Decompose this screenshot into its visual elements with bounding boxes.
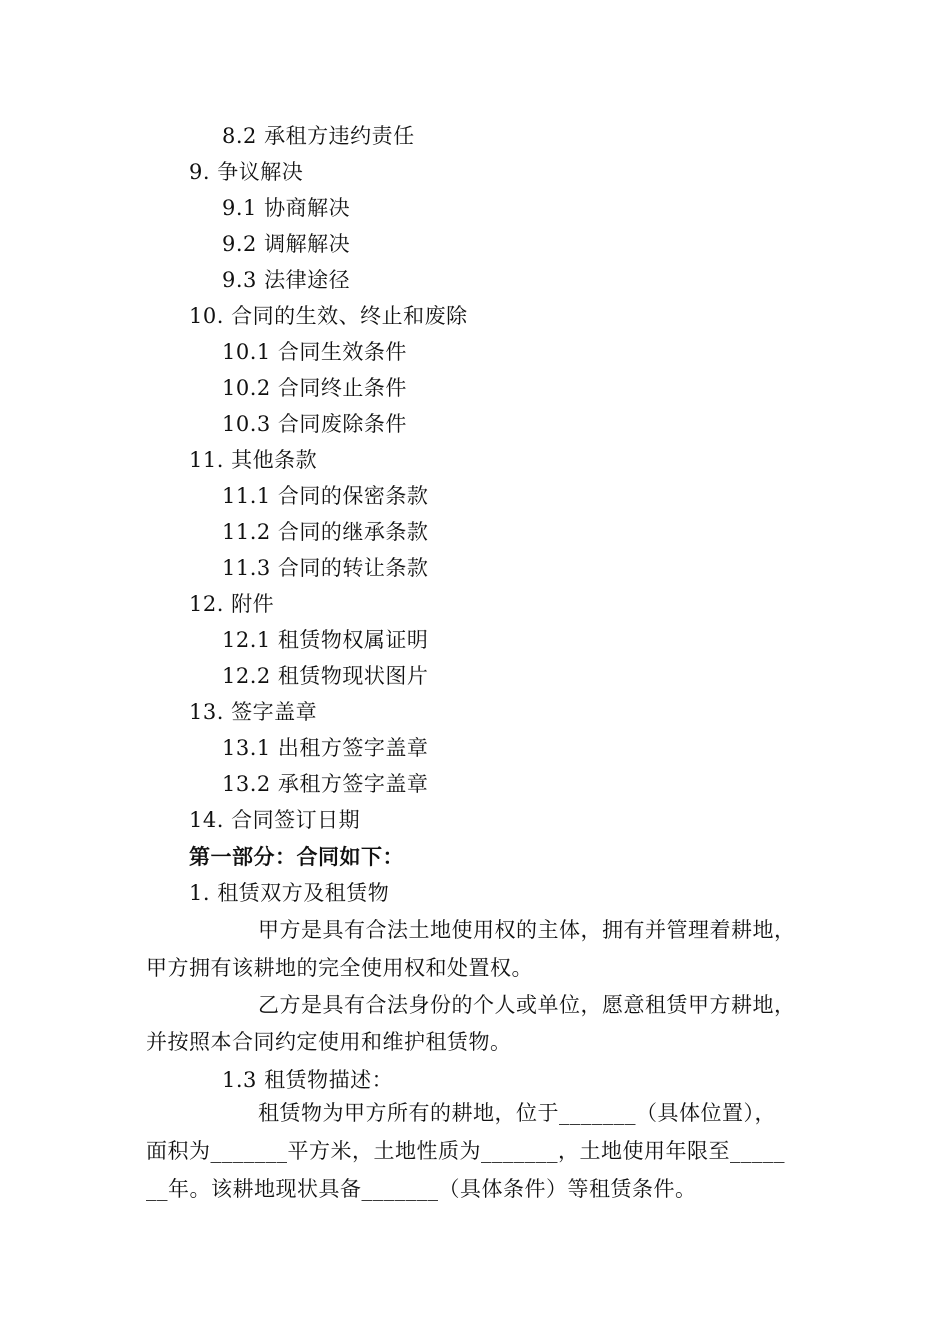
toc-item: 8.2 承租方违约责任: [222, 124, 415, 148]
toc-item: 9. 争议解决: [189, 160, 304, 184]
toc-item: 11. 其他条款: [189, 448, 318, 472]
toc-item: 12.2 租赁物现状图片: [222, 664, 429, 688]
subsection-title: 1.3 租赁物描述：: [222, 1068, 394, 1092]
toc-item: 14. 合同签订日期: [189, 808, 361, 832]
toc-item: 13.2 承租方签字盖章: [222, 772, 429, 796]
paragraph-line: __年。该耕地现状具备_______（具体条件）等租赁条件。: [146, 1177, 697, 1201]
toc-item: 10.2 合同终止条件: [222, 376, 407, 400]
toc-item: 13.1 出租方签字盖章: [222, 736, 429, 760]
toc-item: 10. 合同的生效、终止和废除: [189, 304, 468, 328]
paragraph-line: 并按照本合同约定使用和维护租赁物。: [146, 1030, 512, 1054]
toc-item: 9.3 法律途径: [222, 268, 351, 292]
paragraph-line: 甲方是具有合法土地使用权的主体，拥有并管理着耕地，: [258, 918, 796, 942]
toc-item: 11.2 合同的继承条款: [222, 520, 429, 544]
toc-item: 11.1 合同的保密条款: [222, 484, 429, 508]
toc-item: 9.2 调解解决: [222, 232, 351, 256]
section-title: 1. 租赁双方及租赁物: [189, 881, 390, 905]
paragraph-line: 面积为_______平方米，土地性质为_______，土地使用年限至_____: [146, 1139, 785, 1163]
toc-item: 10.1 合同生效条件: [222, 340, 407, 364]
part-heading: 第一部分：合同如下：: [189, 844, 404, 869]
paragraph-line: 甲方拥有该耕地的完全使用权和处置权。: [146, 956, 533, 980]
toc-item: 9.1 协商解决: [222, 196, 351, 220]
toc-item: 12.1 租赁物权属证明: [222, 628, 429, 652]
toc-item: 10.3 合同废除条件: [222, 412, 407, 436]
paragraph-line: 租赁物为甲方所有的耕地，位于_______（具体位置），: [258, 1101, 776, 1125]
paragraph-line: 乙方是具有合法身份的个人或单位，愿意租赁甲方耕地，: [258, 993, 796, 1017]
toc-item: 13. 签字盖章: [189, 700, 318, 724]
toc-item: 11.3 合同的转让条款: [222, 556, 429, 580]
toc-item: 12. 附件: [189, 592, 275, 616]
